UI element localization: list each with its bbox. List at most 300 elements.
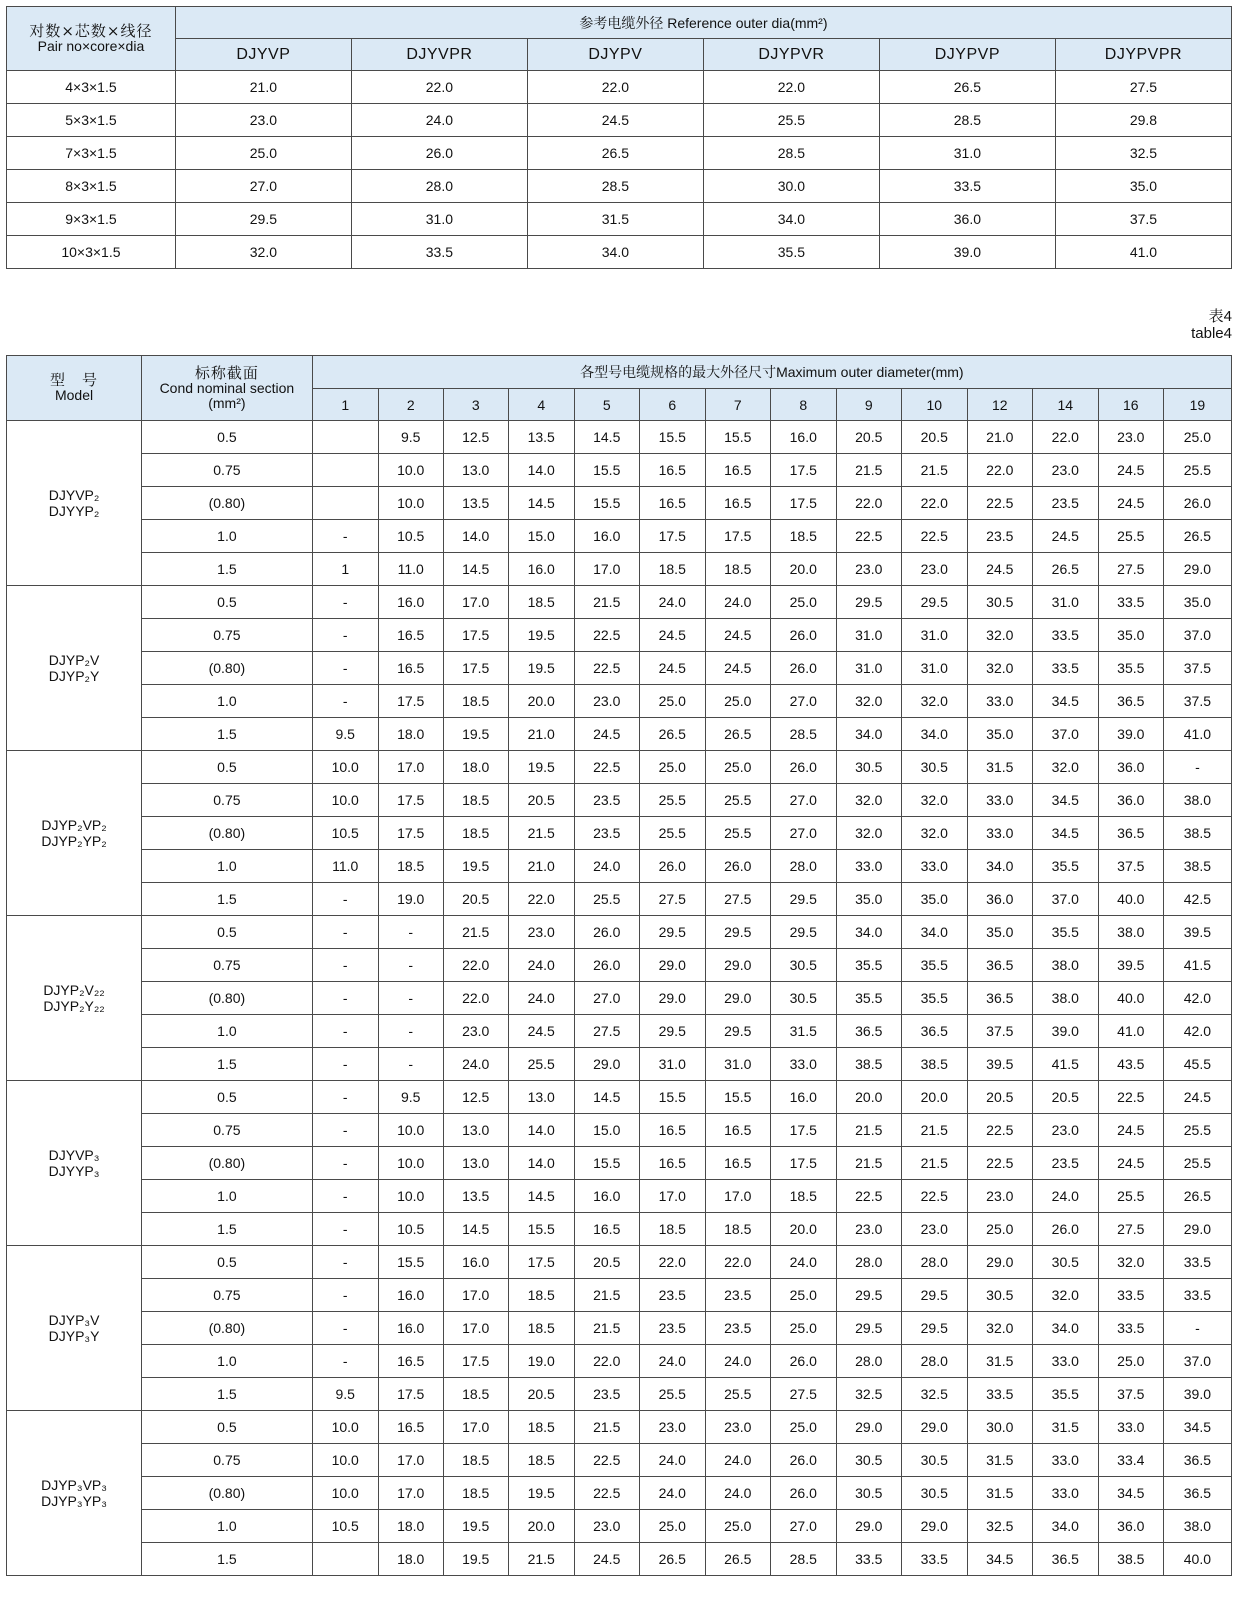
- table-row: [7, 553, 1232, 586]
- value-cell: 33.0: [1032, 1444, 1098, 1477]
- value-cell: 23.5: [1032, 487, 1098, 520]
- value-cell: 25.5: [508, 1048, 574, 1081]
- value-cell: 23.5: [967, 520, 1032, 553]
- value-cell: -: [378, 1048, 443, 1081]
- value-cell: 33.4: [1098, 1444, 1163, 1477]
- value-cell: 27.0: [770, 817, 836, 850]
- value-cell: 29.5: [639, 916, 705, 949]
- model-name: DJYYP₃: [48, 1163, 100, 1179]
- value-cell: 17.5: [443, 652, 508, 685]
- table-row: [7, 916, 1232, 949]
- value-cell: 18.0: [443, 751, 508, 784]
- value-cell: 25.5: [639, 817, 705, 850]
- value-cell: 32.0: [967, 652, 1032, 685]
- value-cell: 23.0: [175, 104, 351, 137]
- table-row: [7, 1279, 1232, 1312]
- value-cell: -: [312, 1147, 378, 1180]
- value-cell: 34.0: [527, 236, 703, 269]
- value-cell: 34.5: [967, 1543, 1032, 1576]
- value-cell: -: [378, 949, 443, 982]
- value-cell: 33.0: [967, 784, 1032, 817]
- value-cell: 33.0: [901, 850, 967, 883]
- value-cell: 15.5: [574, 487, 639, 520]
- spec-cell: 4×3×1.5: [7, 71, 176, 104]
- value-cell: 35.0: [1163, 586, 1231, 619]
- pair-count-header: 9: [836, 389, 901, 421]
- value-cell: 34.0: [901, 916, 967, 949]
- value-cell: 33.5: [879, 170, 1055, 203]
- value-cell: 18.5: [508, 586, 574, 619]
- value-cell: -: [378, 1015, 443, 1048]
- value-cell: 35.5: [1098, 652, 1163, 685]
- pair-count-header: 8: [770, 389, 836, 421]
- value-cell: 10.0: [378, 1114, 443, 1147]
- value-cell: 24.0: [705, 1444, 770, 1477]
- value-cell: -: [312, 586, 378, 619]
- section-cell: (0.80): [142, 1312, 313, 1345]
- value-cell: 36.0: [1098, 751, 1163, 784]
- value-cell: 22.0: [443, 949, 508, 982]
- value-cell: 23.0: [836, 1213, 901, 1246]
- value-cell: 34.0: [967, 850, 1032, 883]
- table-row: [7, 203, 1232, 236]
- value-cell: 35.5: [836, 949, 901, 982]
- value-cell: 24.0: [705, 1345, 770, 1378]
- pair-count-header: 3: [443, 389, 508, 421]
- value-cell: 12.5: [443, 421, 508, 454]
- value-cell: 24.5: [1098, 1147, 1163, 1180]
- value-cell: 17.5: [770, 1114, 836, 1147]
- value-cell: 13.0: [508, 1081, 574, 1114]
- value-cell: 18.5: [378, 850, 443, 883]
- value-cell: 22.5: [574, 1477, 639, 1510]
- value-cell: 24.0: [508, 949, 574, 982]
- value-cell: 33.0: [836, 850, 901, 883]
- value-cell: 27.5: [1098, 553, 1163, 586]
- value-cell: 31.0: [901, 652, 967, 685]
- value-cell: 19.0: [508, 1345, 574, 1378]
- value-cell: 27.5: [770, 1378, 836, 1411]
- value-cell: 28.5: [770, 718, 836, 751]
- value-cell: 37.5: [1055, 203, 1231, 236]
- value-cell: 14.0: [508, 1114, 574, 1147]
- value-cell: 22.0: [1032, 421, 1098, 454]
- value-cell: 9.5: [378, 421, 443, 454]
- value-cell: 26.5: [705, 1543, 770, 1576]
- value-cell: 29.5: [836, 1279, 901, 1312]
- value-cell: 21.0: [508, 718, 574, 751]
- value-cell: 18.5: [443, 685, 508, 718]
- value-cell: 35.5: [1032, 916, 1098, 949]
- value-cell: 45.5: [1163, 1048, 1231, 1081]
- value-cell: 35.5: [1032, 850, 1098, 883]
- value-cell: 35.5: [901, 949, 967, 982]
- table-row: [7, 421, 1232, 454]
- value-cell: 14.5: [574, 421, 639, 454]
- model-column-header: DJYVP: [175, 39, 351, 71]
- model-column-header: DJYPVR: [703, 39, 879, 71]
- value-cell: 22.0: [836, 487, 901, 520]
- value-cell: 24.0: [443, 1048, 508, 1081]
- value-cell: 17.5: [443, 1345, 508, 1378]
- value-cell: 33.0: [1032, 1477, 1098, 1510]
- value-cell: 22.5: [967, 487, 1032, 520]
- table-row: [7, 1543, 1232, 1576]
- value-cell: 37.5: [1163, 652, 1231, 685]
- value-cell: -: [312, 1081, 378, 1114]
- ref-outer-dia-title: 参考电缆外径 Reference outer dia(mm²): [175, 7, 1231, 39]
- section-cell: 1.5: [142, 1378, 313, 1411]
- value-cell: 30.5: [901, 1477, 967, 1510]
- value-cell: 40.0: [1098, 982, 1163, 1015]
- value-cell: 36.5: [836, 1015, 901, 1048]
- table-row: [7, 1345, 1232, 1378]
- value-cell: 24.5: [574, 1543, 639, 1576]
- value-cell: 10.5: [378, 1213, 443, 1246]
- model-cell: [7, 916, 142, 1081]
- value-cell: -: [312, 1213, 378, 1246]
- value-cell: 38.5: [1098, 1543, 1163, 1576]
- value-cell: 26.0: [351, 137, 527, 170]
- value-cell: -: [312, 520, 378, 553]
- value-cell: 22.0: [574, 1345, 639, 1378]
- value-cell: 35.0: [967, 718, 1032, 751]
- value-cell: -: [312, 916, 378, 949]
- model-column-header: DJYPV: [527, 39, 703, 71]
- value-cell: 30.5: [836, 751, 901, 784]
- value-cell: 15.5: [705, 1081, 770, 1114]
- section-cell: 1.5: [142, 883, 313, 916]
- value-cell: 34.5: [1032, 817, 1098, 850]
- value-cell: -: [312, 1015, 378, 1048]
- value-cell: 34.5: [1032, 784, 1098, 817]
- value-cell: 39.0: [879, 236, 1055, 269]
- value-cell: 25.5: [639, 1378, 705, 1411]
- table-row: [7, 487, 1232, 520]
- value-cell: [312, 1543, 378, 1576]
- value-cell: 31.0: [639, 1048, 705, 1081]
- value-cell: 20.5: [574, 1246, 639, 1279]
- section-cell: 0.75: [142, 619, 313, 652]
- value-cell: 23.0: [705, 1411, 770, 1444]
- value-cell: 10.0: [312, 1411, 378, 1444]
- value-cell: 17.0: [639, 1180, 705, 1213]
- value-cell: 18.5: [443, 1444, 508, 1477]
- table-row: [7, 982, 1232, 1015]
- value-cell: 32.0: [901, 784, 967, 817]
- value-cell: 25.0: [639, 685, 705, 718]
- value-cell: 25.5: [1163, 454, 1231, 487]
- value-cell: 18.5: [508, 1444, 574, 1477]
- value-cell: 30.0: [703, 170, 879, 203]
- section-cell: (0.80): [142, 1147, 313, 1180]
- value-cell: 35.0: [836, 883, 901, 916]
- value-cell: 19.5: [443, 718, 508, 751]
- value-cell: 17.5: [705, 520, 770, 553]
- value-cell: 28.0: [770, 850, 836, 883]
- value-cell: 28.0: [836, 1345, 901, 1378]
- spec-cell: 7×3×1.5: [7, 137, 176, 170]
- value-cell: -: [312, 883, 378, 916]
- value-cell: 14.0: [508, 1147, 574, 1180]
- value-cell: 24.0: [351, 104, 527, 137]
- value-cell: 18.5: [508, 1279, 574, 1312]
- value-cell: 33.5: [1098, 586, 1163, 619]
- value-cell: 15.5: [639, 1081, 705, 1114]
- section-cell: 1.0: [142, 1510, 313, 1543]
- value-cell: 29.5: [705, 1015, 770, 1048]
- value-cell: 30.5: [836, 1477, 901, 1510]
- model-name: DJYP₃Y: [48, 1328, 100, 1344]
- value-cell: 32.0: [1032, 751, 1098, 784]
- value-cell: 32.0: [967, 619, 1032, 652]
- table-row: [7, 170, 1232, 203]
- value-cell: 17.0: [443, 1411, 508, 1444]
- value-cell: 24.5: [1098, 1114, 1163, 1147]
- section-header-zh: 标称截面: [194, 363, 259, 382]
- section-cell: 0.5: [142, 1411, 313, 1444]
- value-cell: 25.5: [1098, 1180, 1163, 1213]
- value-cell: 30.0: [967, 1411, 1032, 1444]
- value-cell: 23.5: [639, 1312, 705, 1345]
- value-cell: 29.0: [574, 1048, 639, 1081]
- value-cell: 23.0: [443, 1015, 508, 1048]
- value-cell: 16.0: [770, 421, 836, 454]
- value-cell: 36.5: [967, 982, 1032, 1015]
- value-cell: 32.0: [175, 236, 351, 269]
- value-cell: 15.5: [378, 1246, 443, 1279]
- value-cell: 23.5: [574, 817, 639, 850]
- value-cell: 17.5: [770, 487, 836, 520]
- value-cell: 21.5: [836, 1147, 901, 1180]
- value-cell: 10.0: [378, 1147, 443, 1180]
- value-cell: 18.5: [639, 553, 705, 586]
- section-cell: 0.5: [142, 1246, 313, 1279]
- table-row: [7, 718, 1232, 751]
- value-cell: 13.0: [443, 1114, 508, 1147]
- value-cell: 22.5: [574, 652, 639, 685]
- value-cell: 29.5: [770, 883, 836, 916]
- value-cell: 25.5: [639, 784, 705, 817]
- table4-label: [1191, 308, 1232, 342]
- value-cell: 11.0: [312, 850, 378, 883]
- table-row: [7, 1444, 1232, 1477]
- value-cell: 33.0: [967, 817, 1032, 850]
- value-cell: 25.0: [1098, 1345, 1163, 1378]
- spec-header-zh: 对数×芯数×线径: [29, 21, 153, 40]
- value-cell: 23.0: [574, 1510, 639, 1543]
- section-cell: 1.5: [142, 1048, 313, 1081]
- value-cell: 25.0: [770, 586, 836, 619]
- value-cell: 29.5: [901, 1279, 967, 1312]
- value-cell: 31.5: [1032, 1411, 1098, 1444]
- value-cell: 29.8: [1055, 104, 1231, 137]
- value-cell: 16.5: [705, 454, 770, 487]
- model-name: DJYP₂V: [48, 652, 100, 668]
- value-cell: 17.5: [378, 784, 443, 817]
- section-cell: 1.5: [142, 553, 313, 586]
- value-cell: 26.0: [770, 652, 836, 685]
- value-cell: 32.0: [836, 817, 901, 850]
- model-cell: [7, 1081, 142, 1246]
- value-cell: 22.5: [901, 1180, 967, 1213]
- model-name: DJYP₃VP₃: [41, 1477, 107, 1493]
- max-outer-diameter-title: 各型号电缆规格的最大外径尺寸Maximum outer diameter(mm): [312, 356, 1231, 389]
- value-cell: 25.5: [703, 104, 879, 137]
- value-cell: 26.0: [770, 619, 836, 652]
- value-cell: 23.5: [574, 1378, 639, 1411]
- value-cell: 36.5: [1098, 685, 1163, 718]
- value-cell: 32.0: [1098, 1246, 1163, 1279]
- value-cell: 18.5: [705, 1213, 770, 1246]
- value-cell: 27.5: [639, 883, 705, 916]
- value-cell: 16.5: [378, 1411, 443, 1444]
- value-cell: 35.0: [1055, 170, 1231, 203]
- table-row: [7, 1510, 1232, 1543]
- value-cell: 14.0: [508, 454, 574, 487]
- value-cell: 25.5: [1163, 1114, 1231, 1147]
- value-cell: 26.5: [705, 718, 770, 751]
- table-row: [7, 454, 1232, 487]
- value-cell: 34.5: [1032, 685, 1098, 718]
- value-cell: 29.5: [836, 1312, 901, 1345]
- value-cell: 18.5: [508, 1312, 574, 1345]
- model-cell: [7, 1411, 142, 1576]
- section-cell: 1.0: [142, 1345, 313, 1378]
- value-cell: 21.5: [836, 454, 901, 487]
- section-cell: (0.80): [142, 982, 313, 1015]
- value-cell: 33.5: [1032, 652, 1098, 685]
- spec-cell: 8×3×1.5: [7, 170, 176, 203]
- value-cell: 13.0: [443, 454, 508, 487]
- value-cell: 33.5: [836, 1543, 901, 1576]
- value-cell: 38.0: [1032, 949, 1098, 982]
- value-cell: 16.5: [574, 1213, 639, 1246]
- value-cell: 27.5: [1055, 71, 1231, 104]
- value-cell: 35.5: [901, 982, 967, 1015]
- value-cell: -: [312, 982, 378, 1015]
- value-cell: 22.5: [574, 1444, 639, 1477]
- value-cell: 21.5: [574, 1312, 639, 1345]
- value-cell: 42.5: [1163, 883, 1231, 916]
- value-cell: 15.5: [508, 1213, 574, 1246]
- value-cell: 24.5: [1163, 1081, 1231, 1114]
- value-cell: 24.5: [705, 619, 770, 652]
- value-cell: 19.5: [508, 751, 574, 784]
- value-cell: 14.0: [443, 520, 508, 553]
- value-cell: 20.0: [770, 553, 836, 586]
- value-cell: 16.0: [574, 1180, 639, 1213]
- value-cell: 10.0: [312, 784, 378, 817]
- value-cell: 23.0: [574, 685, 639, 718]
- value-cell: 41.0: [1055, 236, 1231, 269]
- table-row: [7, 850, 1232, 883]
- value-cell: 20.0: [508, 1510, 574, 1543]
- table-row: [7, 1213, 1232, 1246]
- value-cell: 41.5: [1163, 949, 1231, 982]
- value-cell: 29.5: [901, 1312, 967, 1345]
- value-cell: 10.5: [312, 817, 378, 850]
- value-cell: 32.0: [901, 685, 967, 718]
- value-cell: 37.0: [1163, 619, 1231, 652]
- table-row: [7, 1147, 1232, 1180]
- model-cell: [7, 586, 142, 751]
- value-cell: 18.5: [639, 1213, 705, 1246]
- value-cell: 27.5: [705, 883, 770, 916]
- section-header-unit: (mm²): [208, 394, 246, 411]
- value-cell: 22.0: [508, 883, 574, 916]
- value-cell: 31.0: [705, 1048, 770, 1081]
- value-cell: 33.5: [901, 1543, 967, 1576]
- table4-label-zh: 表4: [1208, 308, 1232, 325]
- pair-count-header: 10: [901, 389, 967, 421]
- value-cell: 30.5: [770, 982, 836, 1015]
- value-cell: 25.0: [770, 1312, 836, 1345]
- model-name: DJYYP₂: [48, 503, 100, 519]
- value-cell: 30.5: [836, 1444, 901, 1477]
- value-cell: 26.5: [1163, 1180, 1231, 1213]
- value-cell: 32.0: [967, 1312, 1032, 1345]
- value-cell: 23.0: [639, 1411, 705, 1444]
- value-cell: 19.5: [443, 850, 508, 883]
- value-cell: 36.5: [1032, 1543, 1098, 1576]
- value-cell: 16.5: [639, 1147, 705, 1180]
- value-cell: 33.0: [1032, 1345, 1098, 1378]
- value-cell: 21.5: [574, 586, 639, 619]
- value-cell: 16.0: [574, 520, 639, 553]
- value-cell: 33.5: [1032, 619, 1098, 652]
- value-cell: 20.0: [836, 1081, 901, 1114]
- value-cell: 18.5: [443, 817, 508, 850]
- value-cell: 33.5: [967, 1378, 1032, 1411]
- value-cell: 19.5: [443, 1543, 508, 1576]
- table-row: [7, 1411, 1232, 1444]
- value-cell: 29.5: [639, 1015, 705, 1048]
- value-cell: 36.0: [967, 883, 1032, 916]
- value-cell: 38.5: [1163, 850, 1231, 883]
- value-cell: 23.0: [901, 1213, 967, 1246]
- value-cell: 33.5: [1098, 1279, 1163, 1312]
- value-cell: 38.5: [836, 1048, 901, 1081]
- value-cell: 22.5: [836, 520, 901, 553]
- value-cell: 24.0: [705, 1477, 770, 1510]
- model-name: DJYP₃YP₃: [41, 1493, 107, 1509]
- value-cell: 17.0: [443, 586, 508, 619]
- model-cell: [7, 751, 142, 916]
- value-cell: 37.5: [1098, 1378, 1163, 1411]
- value-cell: 31.5: [967, 1477, 1032, 1510]
- value-cell: 39.0: [1032, 1015, 1098, 1048]
- value-cell: 26.0: [1163, 487, 1231, 520]
- value-cell: 33.0: [770, 1048, 836, 1081]
- value-cell: 20.0: [770, 1213, 836, 1246]
- value-cell: 18.5: [770, 1180, 836, 1213]
- value-cell: 25.5: [1163, 1147, 1231, 1180]
- value-cell: 20.0: [508, 685, 574, 718]
- value-cell: 16.5: [639, 1114, 705, 1147]
- value-cell: 26.0: [705, 850, 770, 883]
- value-cell: 21.5: [574, 1279, 639, 1312]
- value-cell: 21.5: [443, 916, 508, 949]
- value-cell: 16.0: [378, 1279, 443, 1312]
- value-cell: -: [312, 652, 378, 685]
- value-cell: -: [1163, 1312, 1231, 1345]
- value-cell: 29.0: [705, 949, 770, 982]
- value-cell: 23.0: [1032, 454, 1098, 487]
- value-cell: 16.0: [508, 553, 574, 586]
- value-cell: 10.0: [312, 1477, 378, 1510]
- table-row: [7, 1015, 1232, 1048]
